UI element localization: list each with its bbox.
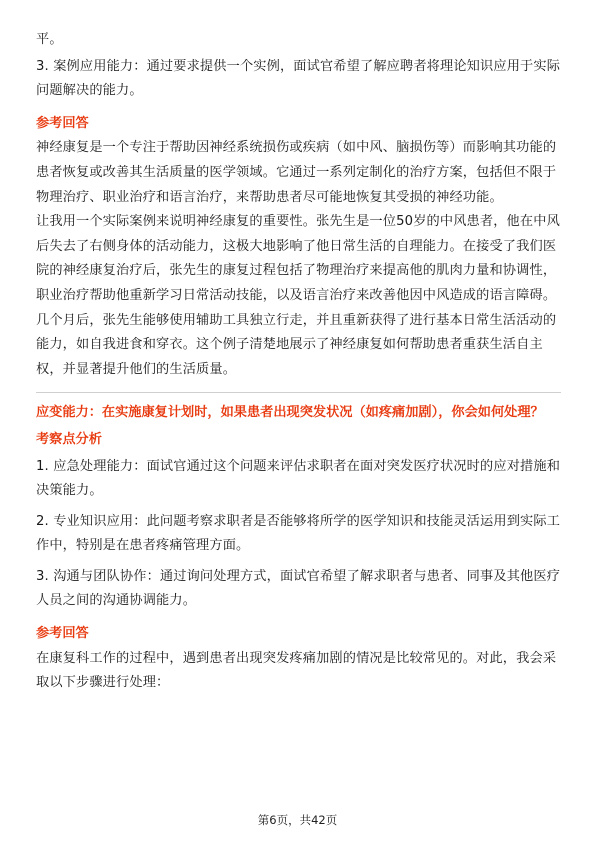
answer-paragraph-1: 神经康复是一个专注于帮助因神经系统损伤或疾病（如中风、脑损伤等）而影响其功能的患者恢复或改善其生活质量的医学领域。它通过一系列定制化的治疗方案，包括但不限于物理治疗、职业治疗和语言治疗，来帮助患者尽可能地恢复其受损的神经功能。 <box>36 140 557 205</box>
analysis-item-1: 1. 应急处理能力：面试官通过这个问题来评估求职者在面对突发医疗状况时的应对措施和决策能力。 <box>36 458 561 499</box>
answer-heading: 参考回答 <box>36 115 89 131</box>
analysis-item-2: 2. 专业知识应用：此问题考察求职者是否能够将所学的医学知识和技能灵活运用到实际工作中，特别是在患者疼痛管理方面。 <box>36 513 561 554</box>
section-divider <box>36 392 561 393</box>
answer-paragraph-3: 在康复科工作的过程中，遇到患者出现突发疼痛加剧的情况是比较常见的。对此，我会采取以下步骤进行处理： <box>36 650 557 691</box>
page-number: 第6页，共42页 <box>257 813 338 827</box>
answer-heading-2: 参考回答 <box>36 626 89 642</box>
analysis-item-3: 3. 沟通与团队协作：通过询问处理方式，面试官希望了解求职者与患者、同事及其他医疗人员之间的沟通协调能力。 <box>36 568 561 609</box>
interview-question: 应变能力：在实施康复计划时，如果患者出现突发状况（如疼痛加剧），你会如何处理？ <box>36 405 544 421</box>
continuation-text: 平。 <box>36 32 63 47</box>
answer-paragraph-2: 让我用一个实际案例来说明神经康复的重要性。张先生是一位50岁的中风患者，他在中风后失去了右侧身体的活动能力，这极大地影响了他日常生活的自理能力。在接受了我们医院的神经康复治疗后，张先生的康复过程包括了物理治疗来提高他的肌肉力量和协调性，职业治疗帮助他重新学习日常活动技能，以及语言治疗来改善他因中风造成的语言障碍。几个月后，张先生能够使用辅助工具独立行走，并且重新获得了进行基本日常生活活动的能力，如自我进食和穿衣。这个例子清楚地展示了神经康复如何帮助患者重获生活自主权，并显著提升他们的生活质量。 <box>36 214 560 377</box>
analysis-heading: 考察点分析 <box>36 431 102 447</box>
skill-item-3: 3. 案例应用能力：通过要求提供一个实例，面试官希望了解应聘者将理论知识应用于实际问题解决的能力。 <box>36 58 561 99</box>
document-page <box>36 28 561 696</box>
